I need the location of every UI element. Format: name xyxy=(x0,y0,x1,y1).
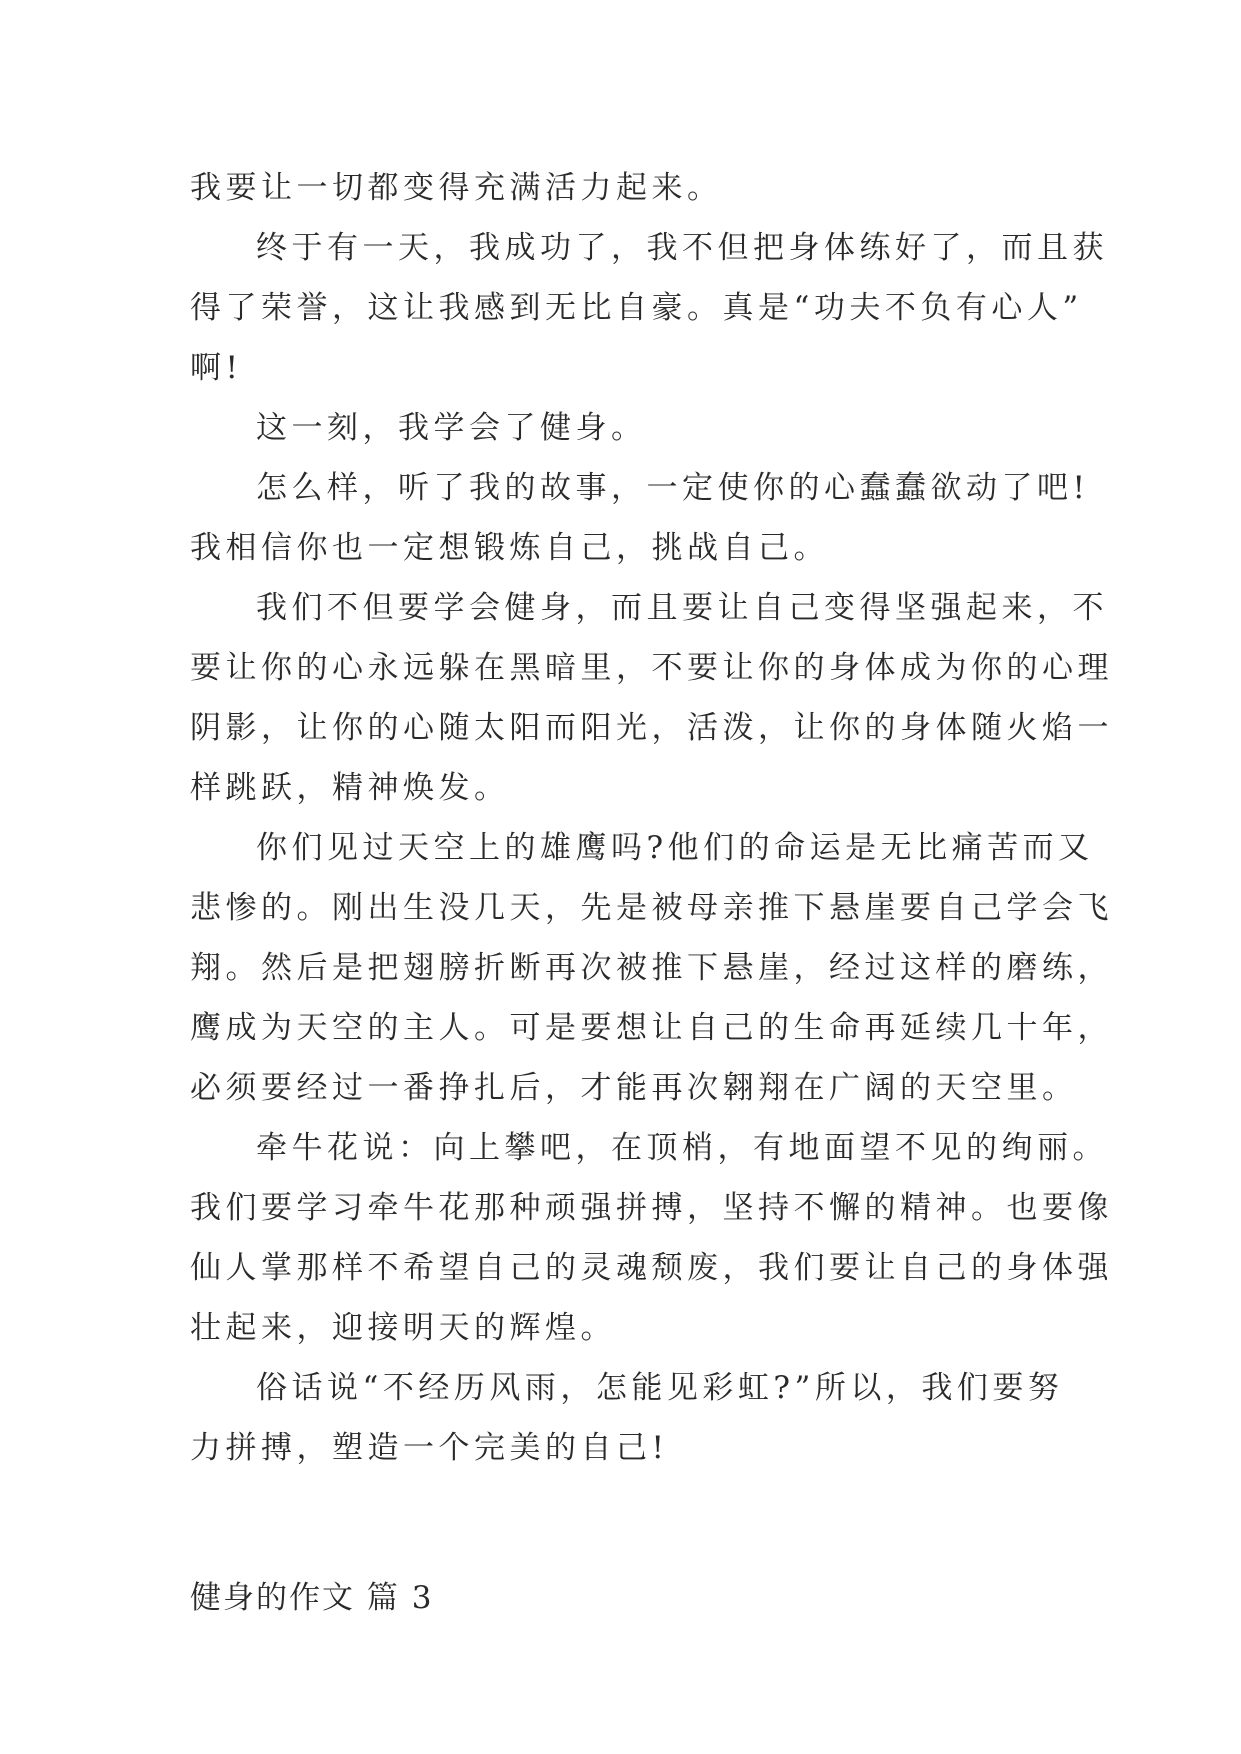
text-line: 阴影，让你的心随太阳而阳光，活泼，让你的身体随火焰一 xyxy=(190,710,1113,746)
text-line: 翔。然后是把翅膀折断再次被推下悬崖，经过这样的磨练， xyxy=(190,950,1113,986)
section-heading: 健身的作文 篇 3 xyxy=(190,1580,434,1616)
paragraph-start-line: 怎么样，听了我的故事，一定使你的心蠢蠢欲动了吧! xyxy=(256,470,1090,506)
text-line: 鹰成为天空的主人。可是要想让自己的生命再延续几十年， xyxy=(190,1010,1113,1046)
text-line: 必须要经过一番挣扎后，才能再次翱翔在广阔的天空里。 xyxy=(190,1070,1078,1106)
paragraph-start-line: 牵牛花说：向上攀吧，在顶梢，有地面望不见的绚丽。 xyxy=(256,1130,1108,1166)
text-line: 壮起来，迎接明天的辉煌。 xyxy=(190,1310,616,1346)
text-line: 得了荣誉，这让我感到无比自豪。真是“功夫不负有心人” xyxy=(190,290,1083,326)
text-line: 要让你的心永远躲在黑暗里，不要让你的身体成为你的心理 xyxy=(190,650,1113,686)
text-line: 悲惨的。刚出生没几天，先是被母亲推下悬崖要自己学会飞 xyxy=(190,890,1113,926)
text-line: 我要让一切都变得充满活力起来。 xyxy=(190,170,723,206)
text-line: 啊! xyxy=(190,350,243,386)
text-line: 样跳跃，精神焕发。 xyxy=(190,770,510,806)
text-line: 力拼搏，塑造一个完美的自己! xyxy=(190,1430,669,1466)
text-line: 我们要学习牵牛花那种顽强拼搏，坚持不懈的精神。也要像 xyxy=(190,1190,1113,1226)
paragraph-start-line: 你们见过天空上的雄鹰吗?他们的命运是无比痛苦而又 xyxy=(256,830,1094,866)
paragraph-start-line: 俗话说“不经历风雨，怎能见彩虹?”所以，我们要努 xyxy=(256,1370,1064,1406)
paragraph-start-line: 终于有一天，我成功了，我不但把身体练好了，而且获 xyxy=(256,230,1108,266)
paragraph-start-line: 这一刻，我学会了健身。 xyxy=(256,410,647,446)
text-line: 我相信你也一定想锻炼自己，挑战自己。 xyxy=(190,530,829,566)
paragraph-start-line: 我们不但要学会健身，而且要让自己变得坚强起来，不 xyxy=(256,590,1108,626)
text-line: 仙人掌那样不希望自己的灵魂颓废，我们要让自己的身体强 xyxy=(190,1250,1113,1286)
